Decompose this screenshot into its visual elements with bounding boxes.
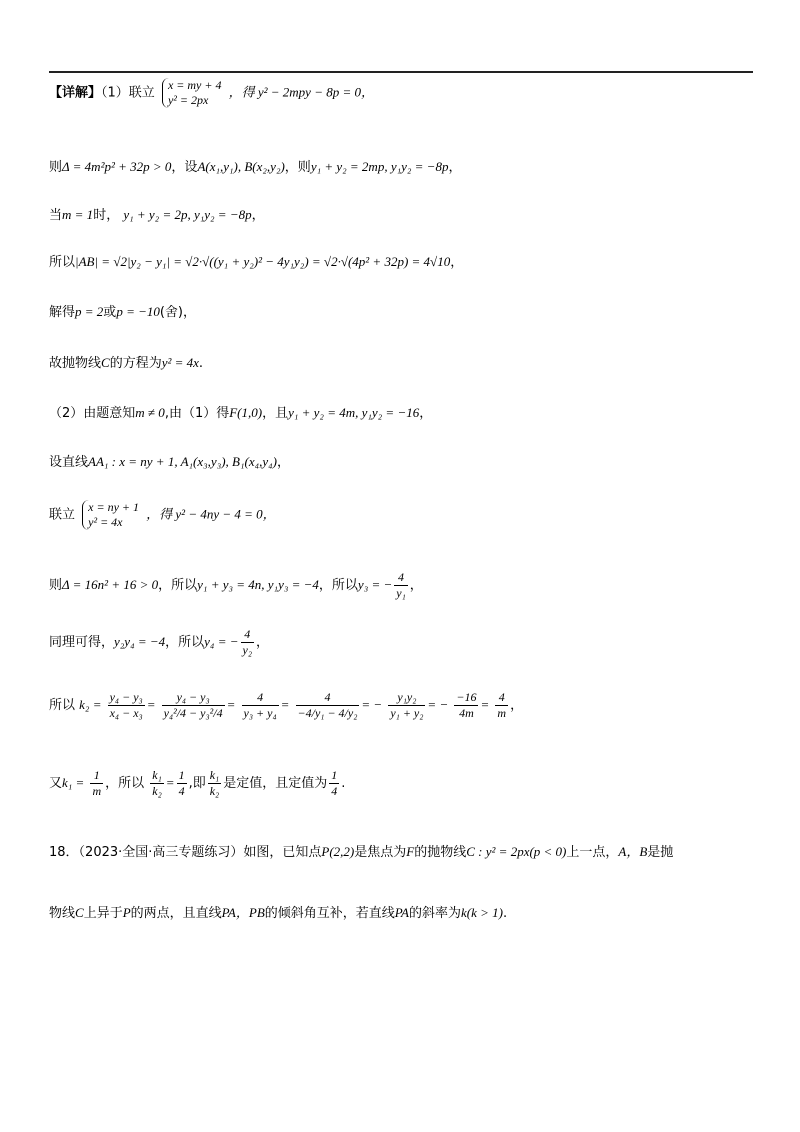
solution-line-2: 则Δ = 4m²p² + 32p > 0，设A(x₁,y₁), B(x₂,y₂)，则y₁ + y₂ = 2mp, y₁y₂ = −8p， bbox=[49, 159, 462, 175]
fraction: $\frac{1}{4}$ bbox=[331, 768, 338, 798]
question-18-line-2: 物线C上异于P的两点，且直线PA，PB的倾斜角互补，若直线PA的斜率为k(k > 1). bbox=[49, 905, 508, 921]
solution-line-7: （2）由题意知m ≠ 0,由（1）得F(1,0)，且y₁ + y₂ = 4m, y₁y₂ = −16， bbox=[49, 405, 433, 421]
discriminant: Δ = 4m²p² + 32p > 0 bbox=[62, 159, 172, 174]
solution-line-4: 所以|AB| = √2|y₂ − y₁| = √2·√((y₁ + y₂)² − 4y₁y₂) = √2·√(4p² + 32p) = 4√10， bbox=[49, 254, 464, 270]
fraction: $\frac{4}{\text{y₃ + y₄}}$ bbox=[243, 690, 277, 720]
fraction: $\frac{\text{y₄ − y₃}}{\text{y₄²/4 − y₃²/4}}$ bbox=[163, 690, 223, 720]
focus-point: F(1,0) bbox=[229, 405, 263, 420]
fraction: $\frac{4}{\text{y₂}}$ bbox=[242, 627, 252, 657]
quadratic-result: ，得 y² − 2mpy − 8p = 0， bbox=[228, 84, 374, 100]
question-18-line-1: 18．（2023·全国·高三专题练习）如图，已知点P(2,2)是焦点为F的抛物线C : y² = 2px(p < 0)上一点，A，B是抛 bbox=[49, 844, 674, 860]
solution-line-5: 解得p = 2或p = −10(舍)， bbox=[49, 304, 197, 320]
solution-line-1: 【详解】（1）联立 x = my + 4 y² = 2px ，得 y² − 2mpy − 8p = 0， bbox=[49, 78, 374, 107]
fraction: $\frac{4}{\text{y₁}}$ bbox=[396, 570, 406, 600]
fraction: $\frac{\text{k₁}}{\text{k₂}}$ bbox=[152, 768, 162, 798]
solution-line-3: 当m = 1时， y₁ + y₂ = 2p, y₁y₂ = −8p， bbox=[49, 207, 265, 223]
detail-heading: 【详解】 bbox=[49, 85, 102, 101]
solution-line-9: 联立 x = ny + 1 y² = 4x ，得 y² − 4ny − 4 = 0， bbox=[49, 500, 276, 529]
fraction: $\frac{\text{y₄ − y₃}}{\text{x₄ − x₃}}$ bbox=[109, 690, 143, 720]
fraction: $\frac{4}{m}$ bbox=[497, 690, 507, 720]
fraction: $\frac{\text{k₁}}{\text{k₂}}$ bbox=[209, 768, 220, 798]
solution-line-11: 同理可得，y₂y₄ = −4，所以y₄ = − $\frac{4}{\text{y₂}}$ ， bbox=[49, 627, 270, 657]
parabola-equation: y² = 4x bbox=[161, 355, 199, 370]
question-number: 18． bbox=[49, 845, 79, 860]
fraction: $\frac{4}{\text{−4/y₁ − 4/y₂}}$ bbox=[297, 690, 358, 720]
fraction: $\frac{-16}{4m}$ bbox=[456, 690, 477, 720]
solution-line-10: 则Δ = 16n² + 16 > 0，所以y₁ + y₃ = 4n, y₁y₃ = −4，所以y₃ = − $\frac{4}{\text{y₁}}$ ， bbox=[49, 570, 423, 600]
equation-system: x = my + 4 y² = 2px bbox=[162, 78, 222, 108]
solution-line-13: 又k₁ = $\frac{1}{m}$ ，所以 $\frac{\text{k₁}}{\text{k₂}}$ = $\frac{1}{4}$ ,即 $\frac{\text{k₁}}{\text{k₂}}$ 是定值，且定值为 $\frac{1}{4}$ . bbox=[49, 768, 346, 798]
header-rule bbox=[49, 71, 753, 73]
solution-line-8: 设直线AA₁ : x = ny + 1, A₁(x₃,y₃), B₁(x₄,y₄)， bbox=[49, 454, 291, 470]
fraction: $\frac{\text{y₁y₂}}{\text{y₁ + y₂}}$ bbox=[390, 690, 424, 720]
chord-length-equation: |AB| = √2|y₂ − y₁| = √2·√((y₁ + y₂)² − 4y₁y₂) = √2·√(4p² + 32p) = 4√10 bbox=[75, 254, 451, 269]
fraction: $\frac{1}{4}$ bbox=[178, 768, 185, 798]
equation-system-2: x = ny + 1 y² = 4x bbox=[82, 500, 139, 530]
solution-line-6: 故抛物线C的方程为y² = 4x. bbox=[49, 355, 204, 371]
fraction: $\frac{1}{m}$ bbox=[92, 768, 102, 798]
solution-line-12: 所以 k₂ = $\frac{\text{y₄ − y₃}}{\text{x₄ − x₃}}$ = $\frac{\text{y₄ − y₃}}{\text{y₄²/4 − y₃²/4}}$ = $\frac{4}{\text{y₃ + y₄}}$ = $\frac{4}{\text{−4/y₁ − 4/y₂}}$ = − $\frac{\text{y₁y₂}}{\text{y₁ + y₂}}$ = − $\frac{-16}{4m}$ = $\frac{4}{m}$ ， bbox=[49, 690, 524, 720]
